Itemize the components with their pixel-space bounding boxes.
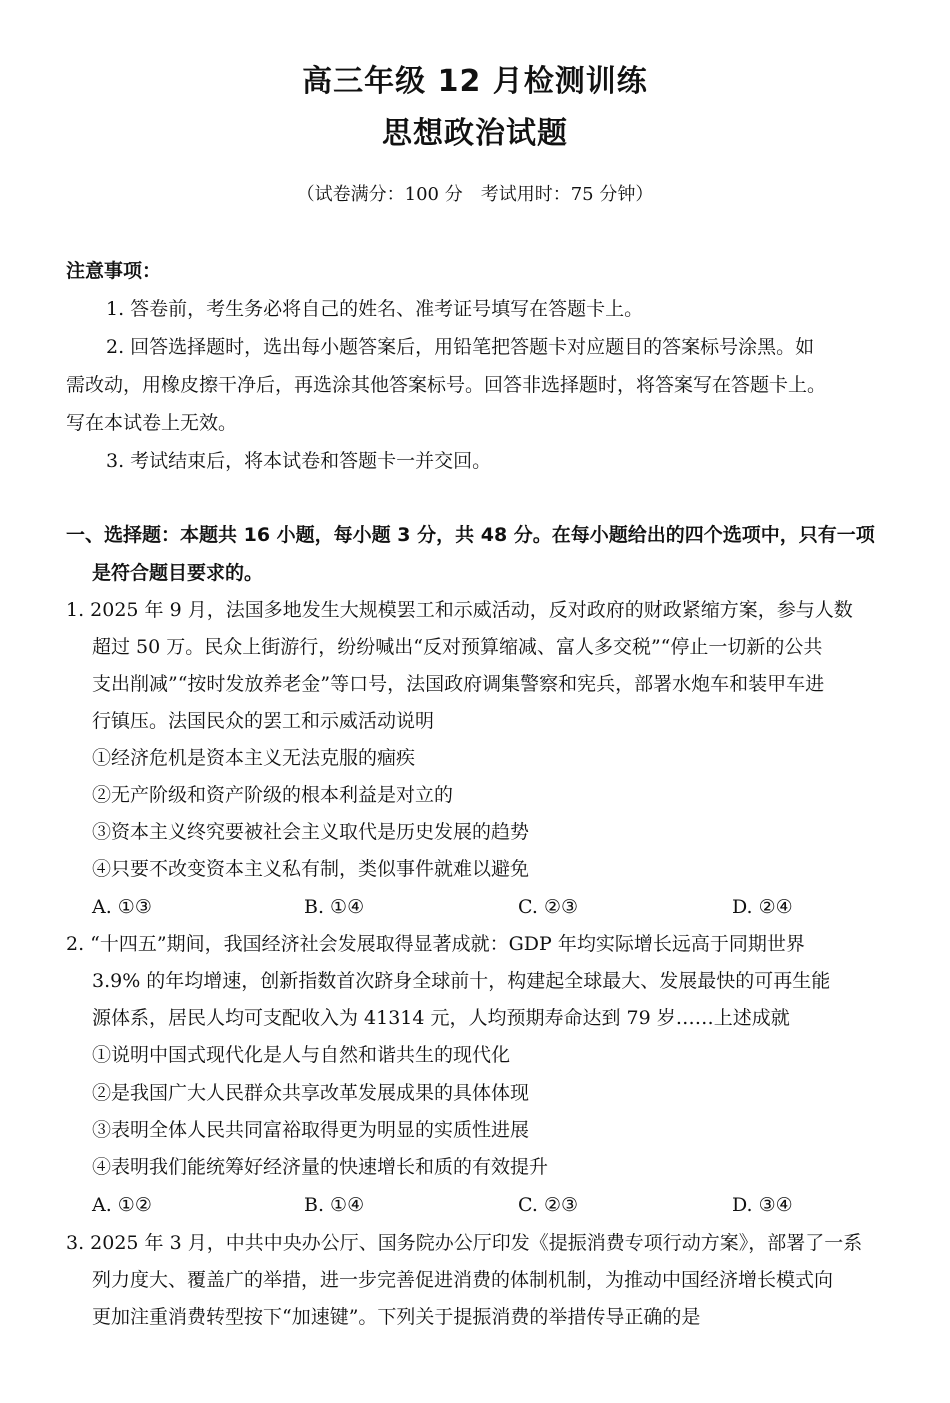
notes-item-1: 1. 答卷前，考生务必将自己的姓名、准考证号填写在答题卡上。 [106, 298, 644, 320]
section-1-heading-line-2: 是符合题目要求的。 [92, 562, 264, 584]
q2-statement-1: ①说明中国式现代化是人与自然和谐共生的现代化 [92, 1044, 511, 1066]
notes-item-2-line-2: 需改动，用橡皮擦干净后，再选涂其他答案标号。回答非选择题时，将答案写在答题卡上。 [66, 374, 827, 396]
q3-stem-line-1: 3. 2025 年 3 月，中共中央办公厅、国务院办公厅印发《提振消费专项行动方案》，部署了一系 [66, 1232, 863, 1254]
notes-item-2-line-3: 写在本试卷上无效。 [66, 412, 238, 434]
exam-title: 高三年级 12 月检测训练 [302, 64, 648, 99]
q2-stem-line-3: 源体系，居民人均可支配收入为 41314 元，人均预期寿命达到 79 岁……上述成就 [92, 1007, 790, 1029]
q1-option-a: A. ①③ [92, 896, 152, 918]
q1-option-d: D. ②④ [732, 896, 793, 918]
notes-item-2-line-1: 2. 回答选择题时，选出每小题答案后，用铅笔把答题卡对应题目的答案标号涂黑。如 [106, 336, 815, 358]
notes-item-3: 3. 考试结束后，将本试卷和答题卡一并交回。 [106, 450, 492, 472]
q1-stem-line-2: 超过 50 万。民众上街游行，纷纷喊出“反对预算缩减、富人多交税”“停止一切新的公共 [92, 636, 823, 658]
q2-stem-line-2: 3.9% 的年均增速，创新指数首次跻身全球前十，构建起全球最大、发展最快的可再生能 [92, 970, 831, 992]
q1-statement-4: ④只要不改变资本主义私有制，类似事件就难以避免 [92, 858, 530, 880]
q2-statement-2: ②是我国广大人民群众共享改革发展成果的具体体现 [92, 1082, 530, 1104]
q3-stem-line-3: 更加注重消费转型按下“加速键”。下列关于提振消费的举措传导正确的是 [92, 1306, 701, 1328]
q1-stem-line-1: 1. 2025 年 9 月，法国多地发生大规模罢工和示威活动，反对政府的财政紧缩方案，参与人数 [66, 599, 853, 621]
q1-statement-1: ①经济危机是资本主义无法克服的痼疾 [92, 747, 416, 769]
exam-info: （试卷满分：100 分 考试用时：75 分钟） [296, 184, 654, 205]
q3-stem-line-2: 列力度大、覆盖广的举措，进一步完善促进消费的体制机制，为推动中国经济增长模式向 [92, 1269, 834, 1291]
q2-option-b: B. ①④ [304, 1194, 365, 1216]
section-1-heading-line-1: 一、选择题：本题共 16 小题，每小题 3 分，共 48 分。在每小题给出的四个选项中，只有一项 [66, 524, 875, 546]
q2-option-c: C. ②③ [518, 1194, 579, 1216]
q1-option-b: B. ①④ [304, 896, 365, 918]
q1-stem-line-4: 行镇压。法国民众的罢工和示威活动说明 [92, 710, 435, 732]
notes-heading: 注意事项： [66, 260, 162, 282]
q1-stem-line-3: 支出削减”“按时发放养老金”等口号，法国政府调集警察和宪兵，部署水炮车和装甲车进 [92, 673, 825, 695]
q2-option-d: D. ③④ [732, 1194, 793, 1216]
q2-statement-4: ④表明我们能统筹好经济量的快速增长和质的有效提升 [92, 1156, 549, 1178]
q2-option-a: A. ①② [92, 1194, 152, 1216]
q2-stem-line-1: 2. “十四五”期间，我国经济社会发展取得显著成就：GDP 年均实际增长远高于同期世界 [66, 933, 805, 955]
q1-statement-3: ③资本主义终究要被社会主义取代是历史发展的趋势 [92, 821, 530, 843]
q1-statement-2: ②无产阶级和资产阶级的根本利益是对立的 [92, 784, 454, 806]
q2-statement-3: ③表明全体人民共同富裕取得更为明显的实质性进展 [92, 1119, 530, 1141]
exam-subject-title: 思想政治试题 [382, 116, 568, 151]
q1-option-c: C. ②③ [518, 896, 579, 918]
